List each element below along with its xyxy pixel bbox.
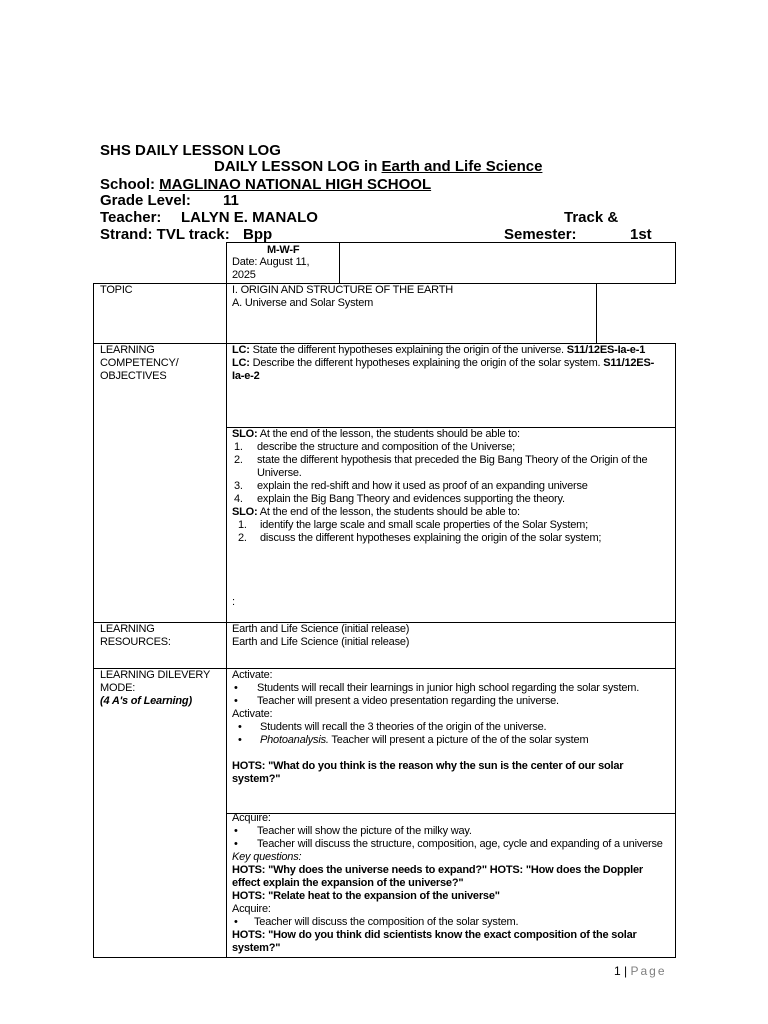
grade-value: 11 <box>223 192 239 209</box>
resources-line-1: Earth and Life Science (initial release) <box>232 623 410 635</box>
competency-label-1: LEARNING <box>100 344 155 356</box>
resources-label-2: RESOURCES: <box>100 636 171 648</box>
acquire-bullet-2: Teacher will discuss the structure, composition, age, cycle and expanding of a universe <box>257 838 663 850</box>
lc-2: LC: Describe the different hypotheses explaining the origin of the solar system. S11/12ES- <box>232 357 655 369</box>
bullet-icon: • <box>234 682 238 694</box>
semester-value: 1st <box>630 226 652 243</box>
activate-bullet-3: Students will recall the 3 theories of the origin of the universe. <box>260 721 547 733</box>
bullet-icon: • <box>238 721 242 733</box>
school-line: School: MAGLINAO NATIONAL HIGH SCHOOL <box>100 176 432 193</box>
slo-1-intro: SLO: At the end of the lesson, the students should be able to: <box>232 428 520 440</box>
delivery-label-3: (4 A's of Learning) <box>100 695 192 707</box>
topic-line-1: I. ORIGIN AND STRUCTURE OF THE EARTH <box>232 284 453 296</box>
bullet-icon: • <box>234 825 238 837</box>
bullet-icon: • <box>234 838 238 850</box>
hots-4-line-2: system?" <box>232 942 281 954</box>
topic-line-2: A. Universe and Solar System <box>232 297 374 309</box>
bullet-icon: • <box>234 695 238 707</box>
activate-heading-1: Activate: <box>232 669 273 681</box>
slo-2-item-1: identify the large scale and small scale properties of the Solar System; <box>260 519 588 531</box>
competency-label-2: COMPETENCY/ <box>100 357 179 369</box>
slo-2-intro: SLO: At the end of the lesson, the students should be able to: <box>232 506 520 518</box>
slo-2-num-2: 2. <box>238 532 247 544</box>
slo-1-num-4: 4. <box>234 493 243 505</box>
semester-label: Semester: <box>504 226 577 243</box>
bullet-icon: • <box>234 916 238 928</box>
doc-subtitle: DAILY LESSON LOG in Earth and Life Science <box>214 158 543 175</box>
acquire-bullet-1: Teacher will show the picture of the milky way. <box>257 825 472 837</box>
slo-1-num-3: 3. <box>234 480 243 492</box>
track-label: Track & <box>564 209 619 226</box>
acquire-heading-2: Acquire: <box>232 903 271 915</box>
teacher-value: LALYN E. MANALO <box>181 209 318 226</box>
strand-value: Bpp <box>243 226 273 243</box>
topic-label: TOPIC <box>100 284 133 296</box>
acquire-heading-1: Acquire: <box>232 812 271 824</box>
key-questions: Key questions: <box>232 851 302 863</box>
school-value: MAGLINAO NATIONAL HIGH SCHOOL <box>159 176 432 193</box>
slo-1-item-1: describe the structure and composition of the Universe; <box>257 441 516 453</box>
competency-label-3: OBJECTIVES <box>100 370 167 382</box>
activate-heading-2: Activate: <box>232 708 273 720</box>
date-line-1: Date: August 11, <box>232 256 310 268</box>
activate-bullet-2: Teacher will present a video presentation regarding the universe. <box>257 695 559 707</box>
hots-1-line-1: HOTS: "What do you think is the reason why the sun is the center of our solar <box>232 760 624 772</box>
page-number: 1 <box>614 964 621 978</box>
slo-1-num-1: 1. <box>234 441 243 453</box>
hots-1-line-2: system?" <box>232 773 281 785</box>
slo-1-num-2: 2. <box>234 454 243 466</box>
grade-label: Grade Level: <box>100 192 191 209</box>
delivery-label-1: LEARNING DILEVERY <box>100 669 211 681</box>
slo-1-item-2-cont: Universe. <box>257 467 302 479</box>
footer-separator: | <box>624 964 628 978</box>
bullet-icon: • <box>238 734 242 746</box>
page-word: Page <box>630 964 667 978</box>
slo-colon: : <box>232 596 235 608</box>
hots-3: HOTS: "Relate heat to the expansion of the universe" <box>232 890 500 902</box>
slo-2-item-2: discuss the different hypotheses explaining the origin of the solar system; <box>260 532 602 544</box>
delivery-label-cell <box>93 668 227 958</box>
lc-2-code-end: Ia-e-2 <box>232 370 260 382</box>
strand-label: Strand: TVL track: <box>100 226 230 243</box>
delivery-label-2: MODE: <box>100 682 136 694</box>
acquire-bullet-3: Teacher will discuss the composition of the solar system. <box>254 916 519 928</box>
date-line-2: 2025 <box>232 269 256 281</box>
date-empty-cell <box>339 242 676 284</box>
slo-1-item-4: explain the Big Bang Theory and evidences supporting the theory. <box>257 493 565 505</box>
competency-label-cell <box>93 343 227 623</box>
activate-bullet-4: Photoanalysis. Teacher will present a picture of the of the solar system <box>260 734 589 746</box>
lc-1: LC: State the different hypotheses explaining the origin of the universe. S11/12ES-Ia-e-1 <box>232 344 646 356</box>
hots-2-line-1: HOTS: "Why does the universe needs to expand?" HOTS: "How does the Doppler <box>232 864 643 876</box>
days-text: M-W-F <box>267 244 300 256</box>
activate-bullet-1: Students will recall their learnings in junior high school regarding the solar system. <box>257 682 640 694</box>
slo-2-num-1: 1. <box>238 519 247 531</box>
doc-title: SHS DAILY LESSON LOG <box>100 142 281 159</box>
teacher-label: Teacher: <box>100 209 162 226</box>
resources-line-2: Earth and Life Science (initial release) <box>232 636 410 648</box>
hots-2-line-2: effect explain the expansion of the universe?" <box>232 877 464 889</box>
slo-1-item-2: state the different hypothesis that preceded the Big Bang Theory of the Origin of the <box>257 454 648 466</box>
subject-name: Earth and Life Science <box>381 158 543 175</box>
hots-4-line-1: HOTS: "How do you think did scientists know the exact composition of the solar <box>232 929 637 941</box>
page-footer <box>614 964 667 978</box>
resources-label-1: LEARNING <box>100 623 155 635</box>
slo-1-item-3: explain the red-shift and how it used as proof of an expanding universe <box>257 480 588 492</box>
